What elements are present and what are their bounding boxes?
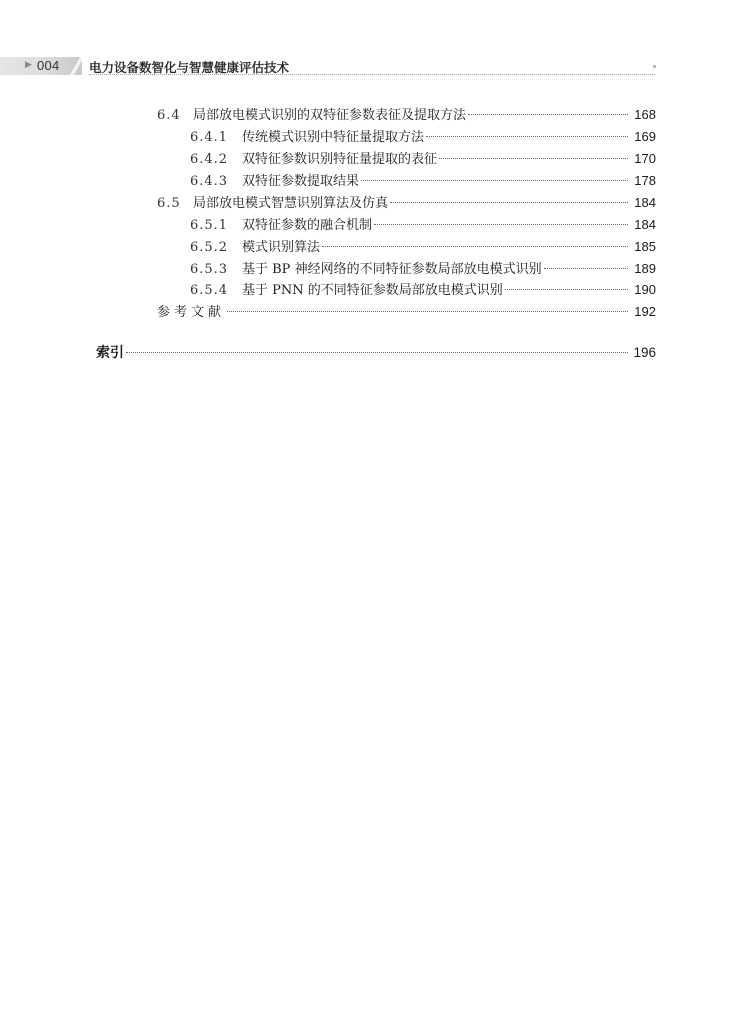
header-divider [89, 74, 655, 75]
toc-entry-page: 189 [634, 261, 656, 276]
toc-entry-6-5-2[interactable] [190, 237, 656, 257]
toc-dot-leader [505, 289, 628, 290]
toc-dot-leader [426, 136, 628, 137]
toc-entry-number: 6.5.1 [190, 218, 229, 233]
toc-entry-6-5[interactable] [157, 193, 656, 213]
toc-entry-title: 局部放电模式识别的双特征参数表征及提取方法 [193, 108, 467, 123]
toc-dot-leader [374, 224, 628, 225]
toc-entry-page: 168 [634, 107, 656, 122]
toc-entry-page: 190 [634, 282, 656, 297]
toc-dot-leader [227, 311, 628, 312]
toc-entry-page: 170 [634, 151, 656, 166]
toc-entry-title: 传统模式识别中特征量提取方法 [242, 130, 425, 145]
toc-entry-number: 6.4.2 [190, 152, 229, 167]
toc-entry-number: 6.4.1 [190, 130, 229, 145]
toc-entry-6-4[interactable] [157, 105, 656, 125]
toc-entry-title: 基于 PNN 的不同特征参数局部放电模式识别 [242, 283, 503, 298]
toc-entry-page: 178 [634, 173, 656, 188]
toc-entry-number: 6.4 [157, 108, 181, 123]
toc-dot-leader [126, 352, 628, 353]
toc-dot-leader [361, 180, 628, 181]
toc-entry-page: 196 [633, 345, 656, 360]
toc-dot-leader [322, 246, 628, 247]
toc-entry-title: 双特征参数提取结果 [242, 174, 360, 189]
toc-entry-page: 184 [634, 217, 656, 232]
toc-entry-number: 6.5.3 [190, 262, 229, 277]
toc-entry-number: 6.5.4 [190, 283, 229, 298]
toc-entry-references[interactable] [157, 302, 656, 322]
toc-entry-page: 185 [634, 239, 656, 254]
toc-entry-number: 6.4.3 [190, 174, 229, 189]
running-header [0, 57, 660, 75]
toc-entry-page: 169 [634, 129, 656, 144]
toc-entry-page: 192 [634, 304, 656, 319]
toc-entry-title: 参考文献 [157, 305, 226, 320]
toc-dot-leader [439, 158, 628, 159]
toc-entry-number: 6.5.2 [190, 240, 229, 255]
play-triangle-icon: ▶ [25, 60, 32, 70]
toc-entry-index[interactable] [96, 343, 656, 363]
toc-entry-title: 双特征参数识别特征量提取的表征 [242, 152, 438, 167]
toc-entry-page: 184 [634, 195, 656, 210]
toc-entry-title: 模式识别算法 [242, 240, 321, 255]
toc-entry-6-4-2[interactable] [190, 149, 656, 169]
header-divider-dot [653, 65, 656, 68]
book-title: 电力设备数智化与智慧健康评估技术 [89, 60, 290, 75]
toc-entry-title: 基于 BP 神经网络的不同特征参数局部放电模式识别 [242, 262, 542, 277]
toc-entry-6-5-3[interactable] [190, 259, 656, 279]
toc-entry-title: 索引 [96, 345, 124, 361]
header-tab-slash [70, 57, 82, 75]
toc-entry-6-4-3[interactable] [190, 171, 656, 191]
toc-dot-leader [468, 114, 628, 115]
toc-entry-6-5-1[interactable] [190, 215, 656, 235]
toc-entry-6-5-4[interactable] [190, 280, 656, 300]
toc-entry-number: 6.5 [157, 196, 181, 211]
toc-dot-leader [390, 202, 628, 203]
toc-entry-title: 局部放电模式智慧识别算法及仿真 [193, 196, 389, 211]
toc-entry-title: 双特征参数的融合机制 [242, 218, 373, 233]
toc-dot-leader [544, 268, 628, 269]
toc-entry-6-4-1[interactable] [190, 127, 656, 147]
page-number: 004 [37, 58, 60, 73]
